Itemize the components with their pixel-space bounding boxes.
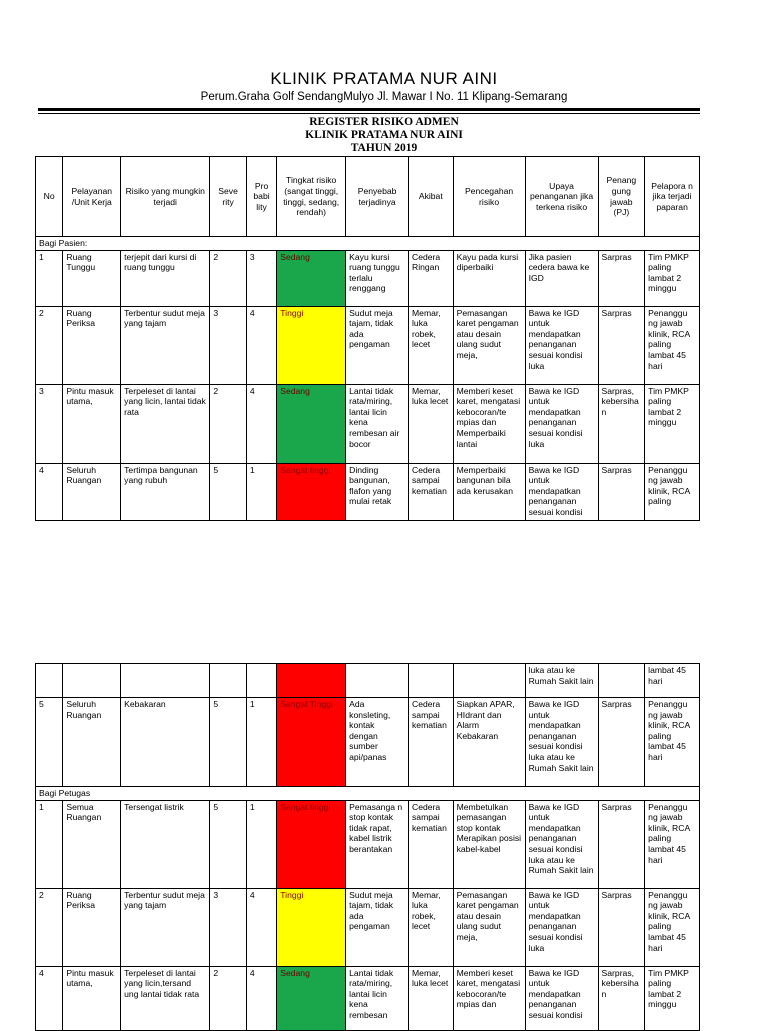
cell-pic: Sarpras bbox=[598, 250, 645, 306]
cell-reporting: Penanggu ng jawab klinik, RCA paling lambat 45 hari bbox=[645, 888, 700, 966]
cell-no: 5 bbox=[36, 698, 63, 787]
table-row bbox=[36, 306, 700, 384]
cell-reporting: Penanggu ng jawab klinik, RCA paling lambat 45 hari bbox=[645, 800, 700, 888]
cell-level bbox=[277, 384, 346, 463]
cell-probability: 1 bbox=[246, 698, 276, 787]
cell-risk: Tertimpa bangunan yang rubuh bbox=[121, 463, 210, 520]
cell-level bbox=[277, 800, 346, 888]
risk-register-table-page2 bbox=[35, 663, 700, 1031]
cell-handling: Bawa ke IGD untuk mendapatkan penanganan sesuai kondisi luka atau ke Rumah Sakit lain bbox=[525, 698, 598, 787]
table-row bbox=[36, 463, 700, 520]
cell-risk: Terpeleset di lantai yang licin, lantai tidak rata bbox=[121, 384, 210, 463]
cell-risk: Terpeleset di lantai yang licin,tersand ung lantai tidak rata bbox=[121, 966, 210, 1030]
col-prevention: Pencegahan risiko bbox=[453, 157, 525, 237]
cell-level bbox=[277, 966, 346, 1030]
cell-prevention: Memperbaiki bangunan bila ada kerusakan bbox=[453, 463, 525, 520]
cell-unit: Seluruh Ruangan bbox=[63, 698, 121, 787]
cell-probability: 4 bbox=[246, 384, 276, 463]
level-text: Sangat tinggi bbox=[280, 801, 331, 812]
cell-no: 4 bbox=[36, 966, 63, 1030]
cell-probability: 1 bbox=[246, 800, 276, 888]
cell-handling: luka atau ke Rumah Sakit lain bbox=[525, 664, 598, 698]
cell-handling: Bawa ke IGD untuk mendapatkan penanganan sesuai kondisi luka bbox=[525, 384, 598, 463]
cell-risk: Tersengat listrik bbox=[121, 800, 210, 888]
table-row bbox=[36, 888, 700, 966]
cell-severity: 2 bbox=[210, 966, 246, 1030]
section-row bbox=[36, 787, 700, 801]
cell-unit: Pintu masuk utama, bbox=[63, 384, 121, 463]
cell-no: 2 bbox=[36, 888, 63, 966]
col-probability: Pro babi lity bbox=[246, 157, 276, 237]
level-text: Sedang bbox=[280, 385, 310, 396]
cell-unit: Ruang Periksa bbox=[63, 306, 121, 384]
cell-handling: Bawa ke IGD untuk mendapatkan penanganan sesuai kondisi luka atau ke Rumah Sakit lain bbox=[525, 800, 598, 888]
cell-reporting: Tim PMKP paling lambat 2 minggu bbox=[645, 966, 700, 1030]
cell-no: 1 bbox=[36, 250, 63, 306]
cell-prevention: Pemasangan karet pengaman atau desain ulang sudut meja, bbox=[453, 306, 525, 384]
cell-cause: Lantai tidak rata/miring, lantai licin kena rembesan bbox=[346, 966, 409, 1030]
cell-severity: 2 bbox=[210, 250, 246, 306]
cell-severity: 2 bbox=[210, 384, 246, 463]
col-no: No bbox=[36, 157, 63, 237]
cell-effect: Memar, luka lecet bbox=[409, 966, 454, 1030]
cell-pic: Sarpras, kebersiha n bbox=[598, 966, 645, 1030]
cell-reporting: Penanggu ng jawab klinik, RCA paling lambat 45 hari bbox=[645, 698, 700, 787]
cell-reporting: Penanggu ng jawab klinik, RCA paling lambat 45 hari bbox=[645, 306, 700, 384]
cell-risk: Terbentur sudut meja yang tajam bbox=[121, 306, 210, 384]
cell-severity: 5 bbox=[210, 800, 246, 888]
cell-risk: terjepit dari kursi di ruang tunggu bbox=[121, 250, 210, 306]
cell-severity: 3 bbox=[210, 888, 246, 966]
cell-handling: Jika pasien cedera bawa ke IGD bbox=[525, 250, 598, 306]
cell-level bbox=[277, 250, 346, 306]
cell-severity: 5 bbox=[210, 698, 246, 787]
section-row bbox=[36, 237, 700, 251]
cell-unit: Ruang Periksa bbox=[63, 888, 121, 966]
cell-prevention: Siapkan APAR, HIdrant dan Alarm Kebakaran bbox=[453, 698, 525, 787]
table-header-row bbox=[36, 157, 700, 237]
col-cause: Penyebab terjadinya bbox=[346, 157, 409, 237]
risk-register-table-page1 bbox=[35, 156, 700, 521]
cell-no: 2 bbox=[36, 306, 63, 384]
cell-reporting: Penanggu ng jawab klinik, RCA paling bbox=[645, 463, 700, 520]
continuation-row bbox=[36, 664, 700, 698]
register-year: TAHUN 2019 bbox=[350, 142, 418, 154]
cell-cause: Sudut meja tajam, tidak ada pengaman bbox=[346, 888, 409, 966]
cell-severity: 5 bbox=[210, 463, 246, 520]
cell-pic: Sarpras, kebersiha n bbox=[598, 384, 645, 463]
cell-probability: 4 bbox=[246, 966, 276, 1030]
cell-level bbox=[277, 888, 346, 966]
col-reporting: Pelapora n jika terjadi paparan bbox=[645, 157, 700, 237]
cell-cause: Pemasanga n stop kontak tidak rapat, kabel listrik berantakan bbox=[346, 800, 409, 888]
cell-reporting: lambat 45 hari bbox=[645, 664, 700, 698]
cell-cause: Lantai tidak rata/miring, lantai licin kena rembesan air bocor bbox=[346, 384, 409, 463]
cell-handling: Bawa ke IGD untuk mendapatkan penanganan sesuai kondisi bbox=[525, 966, 598, 1030]
cell-prevention: Kayu pada kursi diperbaiki bbox=[453, 250, 525, 306]
cell-level bbox=[277, 698, 346, 787]
level-text: Sedang bbox=[280, 967, 310, 978]
cell-cause: Ada konsleting, kontak dengan sumber api/panas bbox=[346, 698, 409, 787]
cell-handling: Bawa ke IGD untuk mendapatkan penanganan sesuai kondisi luka bbox=[525, 306, 598, 384]
cell-level bbox=[277, 306, 346, 384]
col-unit: Pelayanan /Unit Kerja bbox=[63, 157, 121, 237]
cell-pic: Sarpras bbox=[598, 306, 645, 384]
register-title: REGISTER RISIKO ADMEN bbox=[309, 116, 459, 128]
cell-risk: Terbentur sudut meja yang tajam bbox=[121, 888, 210, 966]
cell-probability: 4 bbox=[246, 306, 276, 384]
table-row bbox=[36, 250, 700, 306]
cell-effect: Memar, luka lecet bbox=[409, 384, 454, 463]
table-row bbox=[36, 384, 700, 463]
cell-pic: Sarpras bbox=[598, 800, 645, 888]
cell-pic: Sarpras bbox=[598, 698, 645, 787]
col-severity: Seve rity bbox=[210, 157, 246, 237]
cell-cause: Dinding bangunan, flafon yang mulai retak bbox=[346, 463, 409, 520]
cell-cause: Sudut meja tajam, tidak ada pengaman bbox=[346, 306, 409, 384]
document-header bbox=[0, 68, 768, 104]
cell-handling: Bawa ke IGD untuk mendapatkan penanganan sesuai kondisi bbox=[525, 463, 598, 520]
table-row bbox=[36, 698, 700, 787]
clinic-address: Perum.Graha Golf SendangMulyo Jl. Mawar I No. 11 Klipang-Semarang bbox=[200, 91, 568, 103]
col-pic: Penang gung jawab (PJ) bbox=[598, 157, 645, 237]
cell-effect: Cedera sampai kematian bbox=[409, 463, 454, 520]
table-row bbox=[36, 966, 700, 1030]
cell-no: 4 bbox=[36, 463, 63, 520]
cell-handling: Bawa ke IGD untuk mendapatkan penanganan sesuai kondisi luka bbox=[525, 888, 598, 966]
cell-probability: 1 bbox=[246, 463, 276, 520]
clinic-name: KLINIK PRATAMA NUR AINI bbox=[270, 69, 498, 88]
cell-level bbox=[277, 664, 346, 698]
cell-unit: Seluruh Ruangan bbox=[63, 463, 121, 520]
cell-effect: Memar, luka robek, lecet bbox=[409, 306, 454, 384]
cell-reporting: Tim PMKP paling lambat 2 minggu bbox=[645, 384, 700, 463]
section-label: Bagi Petugas bbox=[36, 787, 700, 801]
cell-severity: 3 bbox=[210, 306, 246, 384]
cell-cause: Kayu kursi ruang tunggu terlalu renggang bbox=[346, 250, 409, 306]
register-subtitle: KLINIK PRATAMA NUR AINI bbox=[305, 129, 463, 141]
cell-effect: Cedera sampai kematian bbox=[409, 698, 454, 787]
table-row bbox=[36, 800, 700, 888]
cell-unit: Ruang Tunggu bbox=[63, 250, 121, 306]
register-title-block bbox=[0, 116, 768, 155]
level-text: Sangat Tinggi bbox=[280, 699, 333, 709]
cell-no: 3 bbox=[36, 384, 63, 463]
level-text: Tinggi bbox=[280, 307, 304, 318]
level-text: Sangat tinggi bbox=[280, 464, 331, 475]
cell-prevention: Memberi keset karet, mengatasi kebocoran/te mpias dan bbox=[453, 966, 525, 1030]
col-effect: Akibat bbox=[409, 157, 454, 237]
cell-no: 1 bbox=[36, 800, 63, 888]
cell-level bbox=[277, 463, 346, 520]
level-text: Sedang bbox=[280, 251, 310, 262]
col-level: Tingkat risiko (sangat tinggi, tinggi, sedang, rendah) bbox=[277, 157, 346, 237]
cell-unit: Semua Ruangan bbox=[63, 800, 121, 888]
level-text: Tinggi bbox=[280, 889, 304, 900]
cell-prevention: Pemasangan karet pengaman atau desain ulang sudut meja, bbox=[453, 888, 525, 966]
cell-probability: 4 bbox=[246, 888, 276, 966]
cell-effect: Cedera Ringan bbox=[409, 250, 454, 306]
cell-pic: Sarpras bbox=[598, 463, 645, 520]
cell-reporting: Tim PMKP paling lambat 2 minggu bbox=[645, 250, 700, 306]
cell-unit: Pintu masuk utama, bbox=[63, 966, 121, 1030]
cell-prevention: Memberi keset karet, mengatasi kebocoran/te mpias dan Memperbaiki lantai bbox=[453, 384, 525, 463]
header-divider bbox=[38, 108, 700, 111]
cell-risk: Kebakaran bbox=[121, 698, 210, 787]
col-handling: Upaya penanganan jika terkena risiko bbox=[525, 157, 598, 237]
cell-prevention: Membetulkan pemasangan stop kontak Merapikan posisi kabel-kabel bbox=[453, 800, 525, 888]
cell-effect: Memar, luka robek, lecet bbox=[409, 888, 454, 966]
header-divider-thin bbox=[38, 113, 700, 114]
cell-probability: 3 bbox=[246, 250, 276, 306]
cell-pic: Sarpras bbox=[598, 888, 645, 966]
section-label: Bagi Pasien: bbox=[36, 237, 700, 251]
cell-effect: Cedera sampai kematian bbox=[409, 800, 454, 888]
col-risk: Risiko yang mungkin terjadi bbox=[121, 157, 210, 237]
